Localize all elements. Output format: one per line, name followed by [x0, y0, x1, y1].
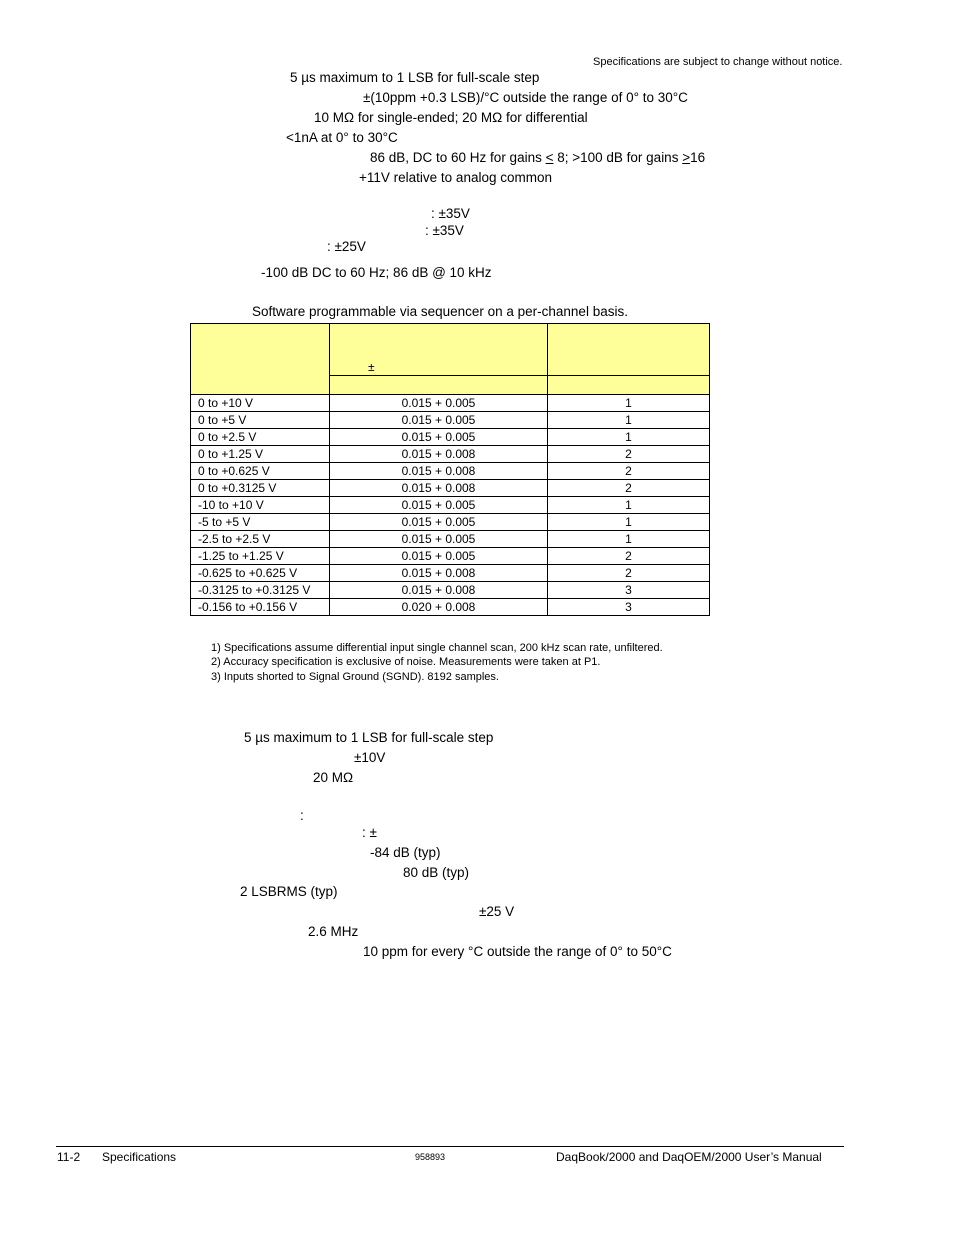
settling-time-value: 5 µs maximum to 1 LSB for full-scale step: [290, 70, 540, 85]
dac-impedance-value: 20 MΩ: [313, 770, 354, 785]
temp-coefficient-value: ±(10ppm +0.3 LSB)/°C outside the range of 0° to 30°C: [363, 90, 688, 105]
table-header-row: [191, 324, 710, 376]
header-noise-cell: [548, 324, 710, 376]
thd-value: -84 dB (typ): [370, 845, 441, 860]
input-voltage-range-value: +11V relative to analog common: [359, 170, 552, 185]
doc-number: 958893: [415, 1152, 446, 1162]
table-row: 0 to +5 V 0.015 + 0.005 1: [191, 412, 710, 429]
overvoltage-value-2: : ±35V: [425, 223, 464, 238]
dac-settling-time-value: 5 µs maximum to 1 LSB for full-scale step: [244, 730, 494, 745]
gain-ranges-value: Software programmable via sequencer on a per-channel basis.: [252, 304, 628, 319]
protection-value: ±25 V: [479, 904, 515, 919]
snr-value: 80 dB (typ): [403, 865, 470, 880]
crosstalk-value: -100 dB DC to 60 Hz; 86 dB @ 10 kHz: [261, 265, 492, 280]
table-row: -5 to +5 V 0.015 + 0.005 1: [191, 514, 710, 531]
table-row: 0 to +1.25 V 0.015 + 0.008 2: [191, 446, 710, 463]
manual-title: DaqBook/2000 and DaqOEM/2000 User’s Manual: [556, 1150, 822, 1164]
subheader-noise-cell: [548, 376, 710, 395]
drift-value: 10 ppm for every °C outside the range of 0° to 50°C: [363, 944, 672, 959]
table-row: 0 to +2.5 V 0.015 + 0.005 1: [191, 429, 710, 446]
table-row: -0.625 to +0.625 V 0.015 + 0.008 2: [191, 565, 710, 582]
table-row: -0.156 to +0.156 V 0.020 + 0.008 3: [191, 599, 710, 616]
cmrr-value: 86 dB, DC to 60 Hz for gains < 8; >100 dB for gains >16: [370, 150, 706, 165]
colon-marker-2: : ±: [362, 825, 377, 840]
change-notice: Specifications are subject to change without notice.: [593, 56, 843, 68]
table-row: -1.25 to +1.25 V 0.015 + 0.005 2: [191, 548, 710, 565]
table-row: -10 to +10 V 0.015 + 0.005 1: [191, 497, 710, 514]
footnote-1: 1) Specifications assume differential input single channel scan, 200 kHz scan rate, unfiltered.: [211, 642, 663, 654]
input-impedance-value: 10 MΩ for single-ended; 20 MΩ for differential: [314, 110, 588, 125]
page-number: 11-2: [57, 1150, 81, 1164]
footnote-3: 3) Inputs shorted to Signal Ground (SGND). 8192 samples.: [211, 671, 499, 683]
bias-current-value: <1nA at 0° to 30°C: [286, 130, 398, 145]
table-row: -0.3125 to +0.3125 V 0.015 + 0.008 3: [191, 582, 710, 599]
table-row: 0 to +0.3125 V 0.015 + 0.008 2: [191, 480, 710, 497]
bandwidth-value: 2.6 MHz: [308, 924, 359, 939]
header-range-cell: [191, 324, 330, 395]
noise-value: 2 LSBRMS (typ): [240, 884, 338, 899]
footer-section: Specifications: [102, 1150, 177, 1164]
table-row: 0 to +0.625 V 0.015 + 0.008 2: [191, 463, 710, 480]
dac-range-value: ±10V: [354, 750, 386, 765]
footnote-2: 2) Accuracy specification is exclusive of noise. Measurements were taken at P1.: [211, 656, 601, 668]
overvoltage-value-1: : ±35V: [431, 206, 470, 221]
subheader-accuracy-cell: [330, 376, 548, 395]
footer-rule: [56, 1146, 844, 1147]
overvoltage-value-3: : ±25V: [327, 239, 366, 254]
accuracy-table: [190, 323, 710, 616]
colon-marker-1: :: [300, 808, 304, 823]
table-row: 0 to +10 V 0.015 + 0.005 1: [191, 395, 710, 412]
table-row: -2.5 to +2.5 V 0.015 + 0.005 1: [191, 531, 710, 548]
header-accuracy-cell: ±: [330, 324, 548, 376]
